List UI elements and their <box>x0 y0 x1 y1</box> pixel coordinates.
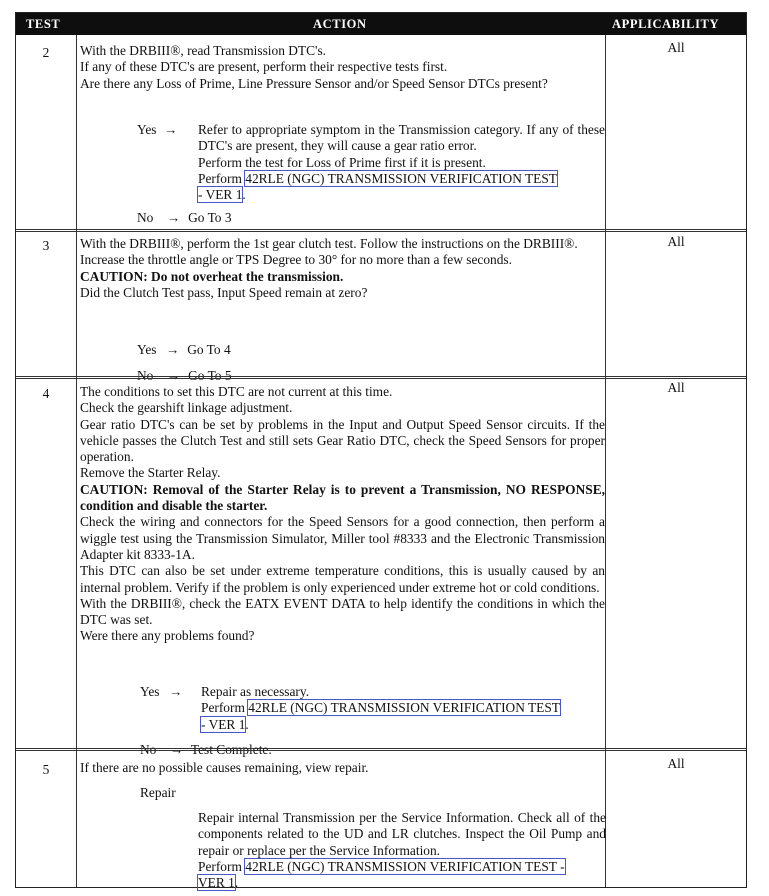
yes-option <box>140 684 187 700</box>
goto-link[interactable]: Go To 3 <box>188 210 232 225</box>
period: . <box>242 187 246 203</box>
action-text <box>80 760 605 776</box>
yes-label: Yes <box>137 342 157 357</box>
perform-label: Perform <box>198 858 242 874</box>
no-label: No <box>137 368 154 383</box>
yes-label: Yes <box>137 122 157 137</box>
yes-label: Yes <box>140 684 160 699</box>
action-line: With the DRBIII®, perform the 1st gear clutch test. Follow the instructions on the DRBIII®. <box>80 236 578 251</box>
applicability-value: All <box>667 756 685 771</box>
arrow-icon: → <box>167 368 181 383</box>
action-line: Increase the throttle angle or TPS Degree to 30° for no more than a few seconds. <box>80 252 512 268</box>
table-header <box>16 13 746 35</box>
action-text <box>80 43 605 92</box>
action-line: The conditions to set this DTC are not current at this time. <box>80 384 393 399</box>
arrow-icon: → <box>164 122 178 137</box>
table-row <box>16 751 746 891</box>
action-line: Check the wiring and connectors for the Speed Sensors for a good connection, then perform a wiggle test using the Transmission Simulator, Miller tool #8333 and the Electronic Transmission Adapter kit 8333-1A. <box>80 514 605 562</box>
action-text <box>80 384 605 645</box>
header-test: TEST <box>26 17 61 31</box>
action-line: With the DRBIII®, check the EATX EVENT DATA to help identify the conditions in which the DTC was set. <box>80 595 605 628</box>
yes-result <box>198 122 605 203</box>
applicability-value: All <box>667 40 685 55</box>
period: . <box>245 716 249 732</box>
action-text <box>80 236 605 301</box>
applicability-value: All <box>667 234 685 249</box>
no-label: No <box>140 742 157 757</box>
arrow-icon: → <box>166 342 180 357</box>
yes-option <box>137 342 231 358</box>
no-label: No <box>137 210 154 225</box>
test-number: 2 <box>42 45 50 60</box>
verification-test-link-cont[interactable]: - VER 1 <box>198 187 243 203</box>
header-applicability: APPLICABILITY <box>612 17 720 31</box>
perform-label: Perform <box>201 700 245 716</box>
no-option <box>137 210 232 226</box>
verification-test-link[interactable]: 42RLE (NGC) TRANSMISSION VERIFICATION TEST <box>248 700 560 716</box>
perform-label: Perform <box>198 170 242 186</box>
verification-test-link[interactable]: 42RLE (NGC) TRANSMISSION VERIFICATION TEST <box>245 170 557 186</box>
verification-test-link-cont[interactable]: VER 1 <box>198 875 235 891</box>
diagnostic-table <box>15 12 747 891</box>
repair-result <box>198 810 606 891</box>
result-line: Perform the test for Loss of Prime first if it is present. <box>198 154 486 170</box>
table-row <box>16 35 746 230</box>
result-line: Refer to appropriate symptom in the Transmission category. If any of these DTC's are present, they will cause a gear ratio error. <box>198 122 605 154</box>
action-question: Did the Clutch Test pass, Input Speed remain at zero? <box>80 284 368 300</box>
action-line: Remove the Starter Relay. <box>80 465 221 481</box>
header-action: ACTION <box>313 17 367 31</box>
test-number: 4 <box>42 386 50 401</box>
yes-option <box>137 122 182 138</box>
applicability-value: All <box>667 380 685 395</box>
goto-link[interactable]: Go To 4 <box>187 342 231 357</box>
action-question: Were there any problems found? <box>80 628 255 644</box>
arrow-icon: → <box>169 684 183 699</box>
table-row <box>16 379 746 757</box>
no-result: Test Complete. <box>190 742 272 757</box>
action-line: This DTC can also be set under extreme temperature conditions, this is usually caused by an internal problem. Verify if the problem is only experienced under extreme hot or cold conditions. <box>80 563 605 595</box>
verification-test-link[interactable]: 42RLE (NGC) TRANSMISSION VERIFICATION TEST - <box>245 858 565 874</box>
action-line: Gear ratio DTC's can be set by problems in the Input and Output Speed Sensor circuits. If the vehicle passes the Clutch Test and still sets Gear Ratio DTC, check the Speed Sensors for proper operation. <box>80 416 605 465</box>
action-line: Are there any Loss of Prime, Line Pressure Sensor and/or Speed Sensor DTCs present? <box>80 75 548 91</box>
repair-label: Repair <box>140 785 176 800</box>
arrow-icon: → <box>170 742 184 757</box>
table-row <box>16 232 746 383</box>
goto-link[interactable]: Go To 5 <box>188 368 232 383</box>
result-line: Repair internal Transmission per the Service Information. Check all of the components related to the UD and LR clutches. Inspect the Oil Pump and repair or replace per the Service Information. <box>198 810 606 858</box>
result-line: Repair as necessary. <box>201 684 310 699</box>
yes-result <box>201 684 606 733</box>
caution-text: CAUTION: Removal of the Starter Relay is to prevent a Transmission, NO RESPONSE, condition and disable the starter. <box>80 481 605 514</box>
period: . <box>234 875 239 891</box>
test-number: 3 <box>42 238 50 253</box>
repair-option <box>140 785 176 801</box>
test-number: 5 <box>42 762 50 777</box>
action-line: With the DRBIII®, read Transmission DTC's. <box>80 43 327 58</box>
action-line: If there are no possible causes remaining, view repair. <box>80 760 369 775</box>
arrow-icon: → <box>167 210 181 225</box>
action-line: If any of these DTC's are present, perform their respective tests first. <box>80 59 448 75</box>
caution-text: CAUTION: Do not overheat the transmission. <box>80 268 344 284</box>
action-line: Check the gearshift linkage adjustment. <box>80 400 293 416</box>
verification-test-link-cont[interactable]: - VER 1 <box>201 716 246 732</box>
